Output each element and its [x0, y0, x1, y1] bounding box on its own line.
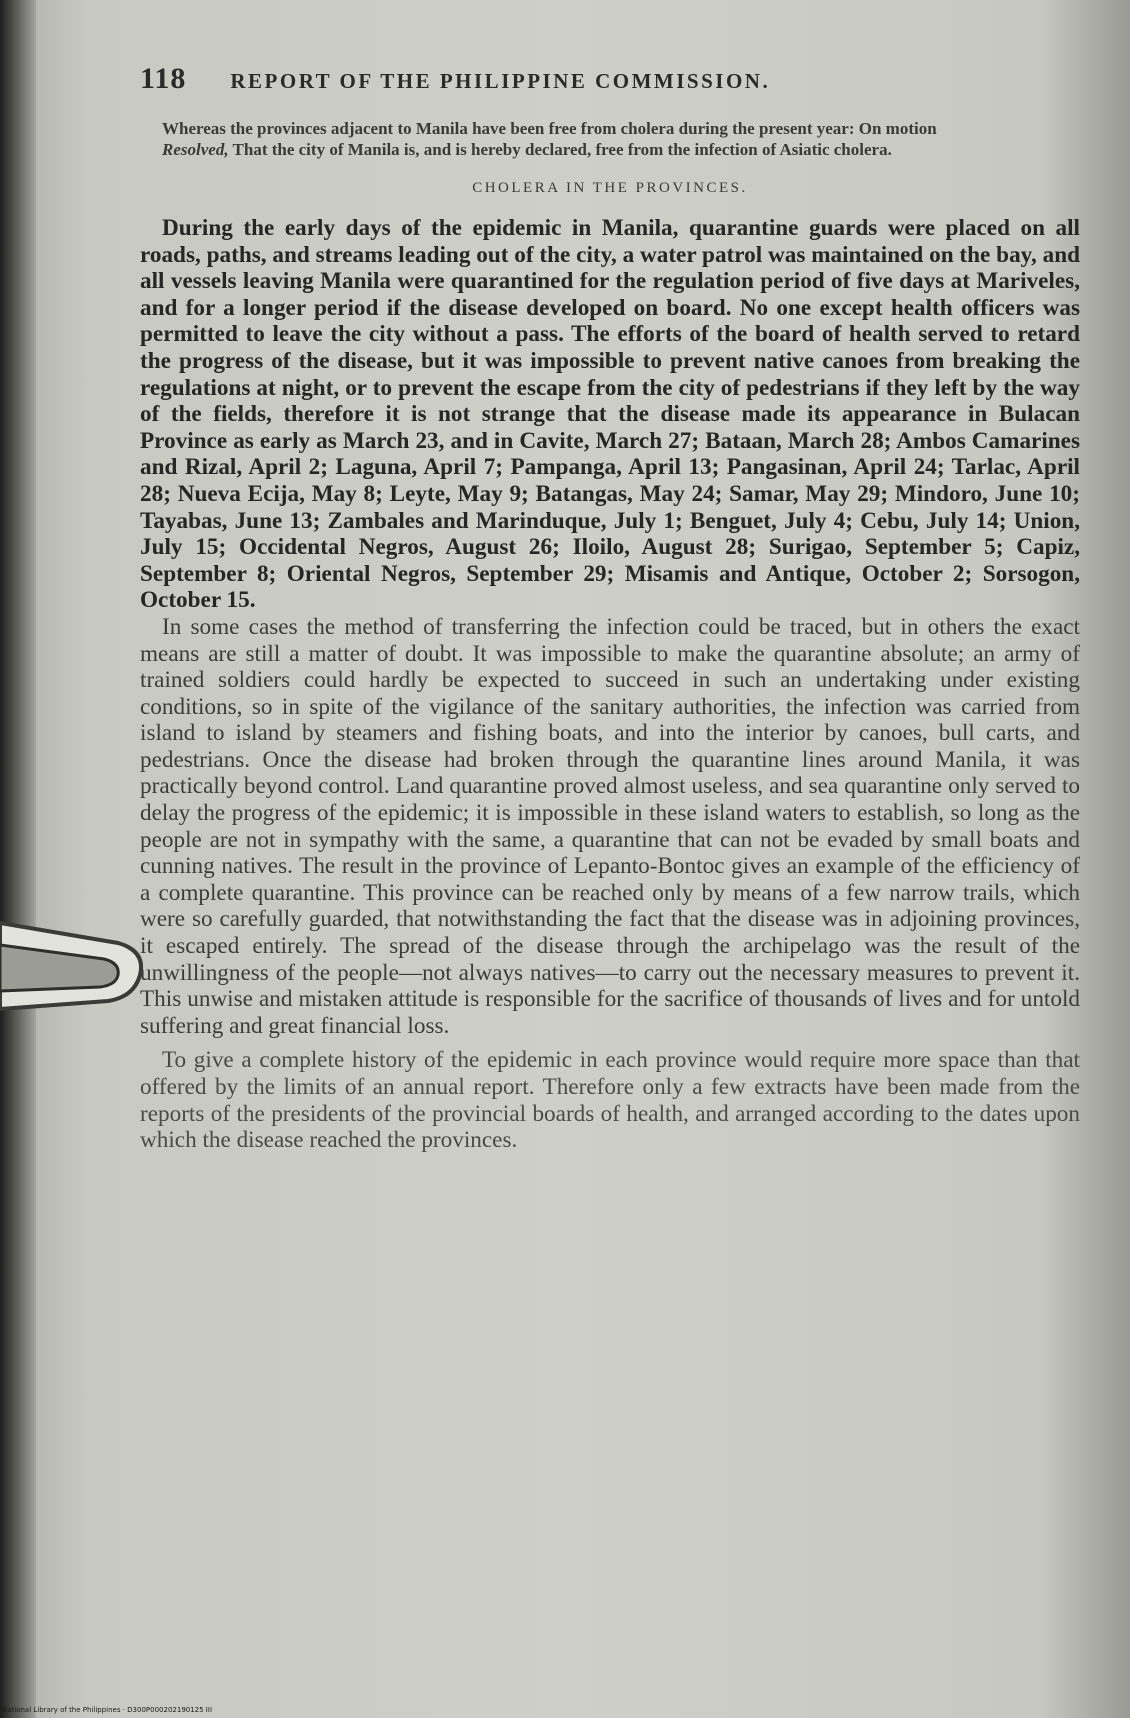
page-text: [140, 62, 1080, 1154]
resolved-label: Resolved,: [162, 140, 229, 159]
section-heading: CHOLERA IN THE PROVINCES.: [472, 180, 748, 196]
paragraph-transfer-of-infection: In some cases the method of transferring the infection could be traced, but in others the exact means are still a matter of doubt. It was impossible to make the quarantine absolute; an army of trained soldiers could hardly be expected to succeed in such an undertaking under existing conditions, so in spite of the vigilance of the sanitary authorities, the infection was carried from island to island by steamers and fishing boats, and into the interior by canoes, bull carts, and pedestrians. Once the disease had broken through the quarantine lines around Manila, it was practically beyond control. Land quarantine proved almost useless, and sea quarantine only served to delay the progress of the epidemic; it is impossible in these island waters to establish, so long as the people are not in sympathy with the same, a quarantine that can not be evaded by small boats and cunning natives. The result in the province of Lepanto-Bontoc gives an example of the efficiency of a complete quarantine. This province can be reached only by means of a few narrow trails, which were so carefully guarded, that notwithstanding the fact that the disease was in adjoining provinces, it escaped entirely. The spread of the disease through the archipelago was the result of the unwillingness of the people—not always natives—to carry out the necessary measures to prevent it. This unwise and mistaken attitude is responsible for the sacrifice of thousands of lives and for untold suffering and great financial loss.: [140, 613, 1080, 1039]
running-head: [140, 62, 1080, 96]
paragraph-complete-history: To give a complete history of the epidemic in each province would require more space than that offered by the limits of an annual report. Therefore only a few extracts have been made from the reports of the presidents of the provincial boards of health, and arranged according to the dates upon which the disease reached the provinces.: [140, 1047, 1080, 1154]
paragraph-quarantine-guards: During the early days of the epidemic in Manila, quarantine guards were placed on all roads, paths, and streams leading out of the city, a water patrol was maintained on the bay, and all vessels leaving Manila were quarantined for the regulation period of five days at Mariveles, and for a longer period if the disease developed on board. No one except health officers was permitted to leave the city without a pass. The efforts of the board of health served to retard the progress of the disease, but it was impossible to prevent native canoes from breaking the regulations at night, or to prevent the escape from the city of pedestrians if they left by the way of the fields, therefore it is not strange that the disease made its appearance in Bulacan Province as early as March 23, and in Cavite, March 27; Bataan, March 28; Ambos Camarines and Rizal, April 2; Laguna, April 7; Pampanga, April 13; Pangasinan, April 24; Tarlac, April 28; Nueva Ecija, May 8; Leyte, May 9; Batangas, May 24; Samar, May 29; Mindoro, June 10; Tayabas, June 13; Zambales and Marinduque, July 1; Benguet, July 4; Cebu, July 14; Union, July 15; Occidental Negros, August 26; Iloilo, August 28; Surigao, September 5; Capiz, September 8; Oriental Negros, September 29; Misamis and Antique, October 2; Sorsogon, October 15.: [140, 215, 1080, 614]
scan-credit: National Library of the Philippines · D300P000202190125 III: [2, 1706, 213, 1714]
resolved-clause: [140, 139, 1080, 160]
resolved-text: That the city of Manila is, and is hereby declared, free from the infection of Asiatic cholera.: [228, 140, 892, 159]
page-number: 118: [140, 62, 187, 95]
running-title: REPORT OF THE PHILIPPINE COMMISSION.: [230, 69, 771, 93]
whereas-clause: Whereas the provinces adjacent to Manila have been free from cholera during the present year: On motion: [162, 119, 937, 138]
book-binding-edge: [0, 0, 36, 1718]
paper-clip-icon: [0, 905, 150, 1025]
